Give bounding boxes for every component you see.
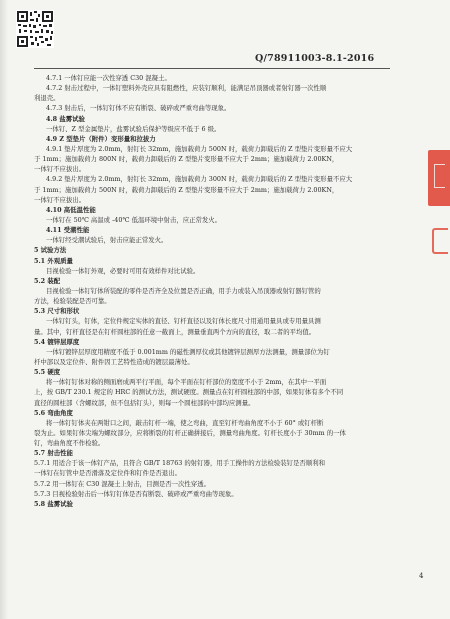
text-line: 5.1 外观质量 <box>34 256 73 265</box>
text-line: 一体钉在 50℃ 高温或 -40℃ 低温环境中射击，应正常发火。 <box>46 215 222 224</box>
red-seal-stamp-fragment <box>432 228 448 254</box>
page-edge-shadow <box>0 0 8 619</box>
text-line: 一体钉钉头，钉体，定位件规定实体的直径、钉杆直径以及钉体长度尺寸用通用量具或专用量具测 <box>46 317 321 326</box>
text-line: 4.9 Z 型垫片（附件）变形量和拉拔力 <box>46 134 156 143</box>
text-line: 4.8 盐雾试验 <box>46 114 85 123</box>
text-line: 目视检验一体钉钉体所装配的零件是否齐全及位置是否正确，用手力或装入吊顶器或射钉器钉管的 <box>46 286 321 295</box>
text-line: 4.9.2 垫片厚度为 2.0mm，射钉长 32mm，施加载荷力 300N 时，载荷力卸载后的 Z 型垫片变形量不应大 <box>46 175 353 184</box>
text-line: 5.7.3 目视检验射击后一体钉钉体是否有断裂、破碎或严重弯曲等现象。 <box>34 489 238 498</box>
text-line: 利退壳。 <box>34 94 60 103</box>
text-line: 4.9.1 垫片厚度为 2.0mm，射钉长 32mm，施加载荷力 500N 时，载荷力卸载后的 Z 型垫片变形量不应大 <box>46 144 353 153</box>
red-seal-stamp <box>428 150 450 206</box>
text-line: 5.7.2 用一体钉在 C30 混凝土上射击，目测是否一次性穿透。 <box>34 479 210 488</box>
text-line: 将一体钉钉体夹在两钳口之间，敲击钉杆一端，使之弯曲，直至钉杆弯曲角度不小于 60° 或钉杆断 <box>46 418 324 427</box>
text-line: 4.11 受潮性能 <box>46 226 90 235</box>
text-line: 量。其中，钉杆直径是在钉杆圆柱部的任意一截面上，测量垂直两个方向的直径，取二者的平均值。 <box>34 327 316 336</box>
text-line: 钉，弯曲角度不作检验。 <box>34 439 105 448</box>
text-line: 杆中部以及定位件、附件因工艺特性造成的镀层最薄处。 <box>34 357 194 366</box>
text-line: 上，按 GB/T 230.1 规定的 HRC 的测试方法，测试硬度。测量点在钉杆圆柱部的中部，如果钉体有多个不同 <box>34 388 344 397</box>
text-line: 一体钉、Z 型金属垫片，盐雾试验后保护等级应不低于 6 级。 <box>46 124 221 133</box>
text-line: 4.7.1 一体钉应能一次性穿透 C30 混凝土。 <box>46 74 171 82</box>
text-line: 5 试验方法 <box>34 246 67 255</box>
text-line: 于 1mm；施加载荷力 800N 时，载荷力卸载后的 Z 型垫片变形量不应大于 2mm；施加载荷力 2.00KN， <box>34 155 339 164</box>
text-line: 一体钉不应拔出。 <box>34 165 86 174</box>
text-line: 于 1mm；施加载荷力 500N 时，载荷力卸载后的 Z 型垫片变形量不应大于 2mm；施加载荷力 2.00KN， <box>34 185 339 194</box>
text-line: 5.7.1 用适合于该一体钉产品，且符合 GB/T 18763 的射钉器，用手工操作的方法检验装钉是否顺利和 <box>34 459 325 468</box>
text-line: 方法，检验装配是否可靠。 <box>34 297 111 306</box>
text-line: 5.6 弯曲角度 <box>34 408 73 417</box>
text-line: 裂为止。如果钉体尖端为螺纹部分，应将断裂的钉杆正确拼接后，测量弯曲角度。钉杆长度小于 30mm 的一体 <box>34 428 346 437</box>
text-line: 一体钉不应拔出。 <box>34 195 86 204</box>
qr-code-icon <box>16 10 54 48</box>
text-line: 将一体钉钉体对称的侧面磨成两平行平面，每个平面在钉杆部位的宽度不小于 2mm，在其中一平面 <box>46 378 327 387</box>
text-line: 5.5 硬度 <box>34 368 61 377</box>
text-line: 5.7 射击性能 <box>34 449 73 458</box>
document-body <box>34 73 390 509</box>
text-line: 一体钉在钉管中是否滑落及定位件和钉件是否退出。 <box>34 469 181 478</box>
text-line: 一体钉经受潮试验后，射击应能正常发火。 <box>46 236 168 245</box>
text-line: 一体钉镀锌层厚度用精度不低于 0.001mm 的磁性测厚仪或其他镀锌层测厚方法测量，测量部位为钉 <box>46 347 330 356</box>
text-line: 4.7.3 射击后，一体钉钉体不应有断裂、破碎或严重弯曲等现象。 <box>46 104 231 113</box>
header-rule <box>34 68 390 69</box>
text-line: 5.8 盐雾试验 <box>34 499 73 508</box>
text-line: 4.10 高低温性能 <box>46 205 96 214</box>
page-number: 4 <box>419 572 424 580</box>
text-line: 5.2 装配 <box>34 276 61 285</box>
text-line: 5.3 尺寸和形状 <box>34 307 80 316</box>
text-line: 5.4 镀锌层厚度 <box>34 337 80 346</box>
text-line: 目视检验一体钉外观，必要时可用有效样件对比试验。 <box>46 266 200 275</box>
text-line: 直径的圆柱部（含螺纹部，但不包括钉头），则每一个圆柱部的中部均应测量。 <box>34 398 255 407</box>
text-line: 4.7.2 射击过程中，一体钉塑料外壳应具有阻燃性，应装钉顺利，能满足吊顶器或者射钉器一次性顺 <box>46 84 327 93</box>
document-number: Q/78911003-8.1-2016 <box>255 53 375 64</box>
